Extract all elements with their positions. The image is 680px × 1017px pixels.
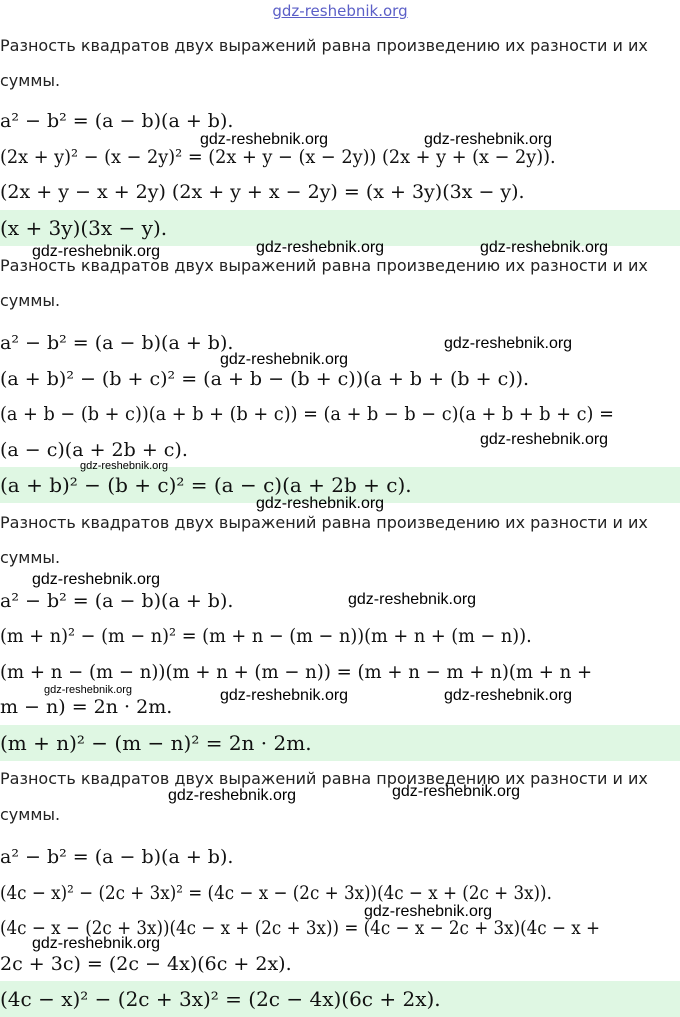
answer-box: (m + n)² − (m − n)² = 2n · 2m. (0, 725, 680, 761)
formula-line: a² − b² = (a − b)(a + b). (0, 590, 234, 612)
explanation-text: суммы. (0, 805, 61, 824)
watermark-text: gdz-reshebnik.org (80, 460, 169, 472)
watermark-text: gdz-reshebnik.org (200, 131, 329, 148)
explanation-text: Разность квадратов двух выражений равна произведению их разности и их (0, 769, 648, 788)
watermark-text: gdz-reshebnik.org (44, 684, 133, 696)
formula-line: a² − b² = (a − b)(a + b). (0, 332, 234, 354)
formula-line: a² − b² = (a − b)(a + b). (0, 110, 234, 132)
watermark-text: gdz-reshebnik.org (256, 495, 385, 512)
watermark-text: gdz-reshebnik.org (32, 935, 161, 952)
formula-line: (a + b − (b + c))(a + b + (b + c)) = (a + b − b − c)(a + b + b + c) = (0, 403, 614, 425)
watermark-text: gdz-reshebnik.org (444, 687, 573, 704)
answer-box: (x + 3y)(3x − y). (0, 210, 680, 246)
explanation-text: Разность квадратов двух выражений равна произведению их разности и их (0, 513, 648, 532)
explanation-text: суммы. (0, 291, 61, 310)
formula-line: (m + n)² − (m − n)² = (m + n − (m − n))(m + n + (m − n)). (0, 625, 532, 647)
formula-line: (m + n − (m − n))(m + n + (m − n)) = (m + n − m + n)(m + n + (0, 661, 593, 683)
watermark-text: gdz-reshebnik.org (480, 431, 609, 448)
watermark-text: gdz-reshebnik.org (256, 239, 385, 256)
explanation-text: Разность квадратов двух выражений равна произведению их разности и их (0, 36, 648, 55)
formula-line: a² − b² = (a − b)(a + b). (0, 846, 234, 868)
watermark-text: gdz-reshebnik.org (32, 243, 161, 260)
formula-line: (a + b)² − (b + c)² = (a + b − (b + c))(a + b + (b + c)). (0, 368, 530, 390)
formula-line: (4c − x − (2c + 3x))(4c − x + (2c + 3x)) = (4c − x − 2c + 3x)(4c − x + (0, 917, 601, 939)
formula-line: (4c − x)² − (2c + 3x)² = (4c − x − (2c + 3x))(4c − x + (2c + 3x)). (0, 882, 552, 904)
explanation-text: суммы. (0, 71, 61, 90)
answer-box: (4c − x)² − (2c + 3x)² = (2c − 4x)(6c + 2x). (0, 981, 680, 1017)
formula-line: (2x + y − x + 2y) (2x + y + x − 2y) = (x + 3y)(3x − y). (0, 181, 525, 203)
watermark-text: gdz-reshebnik.org (364, 903, 493, 920)
watermark-text: gdz-reshebnik.org (220, 351, 349, 368)
watermark-text: gdz-reshebnik.org (348, 591, 477, 608)
formula-line: 2c + 3c) = (2c − 4x)(6c + 2x). (0, 953, 292, 975)
watermark-text: gdz-reshebnik.org (480, 239, 609, 256)
formula-line: (2x + y)² − (x − 2y)² = (2x + y − (x − 2y)) (2x + y + (x − 2y)). (0, 146, 556, 168)
watermark-text: gdz-reshebnik.org (32, 571, 161, 588)
answer-box: (a + b)² − (b + c)² = (a − c)(a + 2b + c). (0, 467, 680, 503)
site-header-link[interactable]: gdz-reshebnik.org (272, 2, 408, 20)
watermark-text: gdz-reshebnik.org (220, 687, 349, 704)
watermark-text: gdz-reshebnik.org (424, 131, 553, 148)
watermark-text: gdz-reshebnik.org (168, 787, 297, 804)
watermark-text: gdz-reshebnik.org (392, 783, 521, 800)
formula-line: (a − c)(a + 2b + c). (0, 439, 188, 461)
formula-line: m − n) = 2n · 2m. (0, 696, 173, 718)
explanation-text: суммы. (0, 548, 61, 567)
watermark-text: gdz-reshebnik.org (444, 335, 573, 352)
explanation-text: Разность квадратов двух выражений равна произведению их разности и их (0, 256, 648, 275)
